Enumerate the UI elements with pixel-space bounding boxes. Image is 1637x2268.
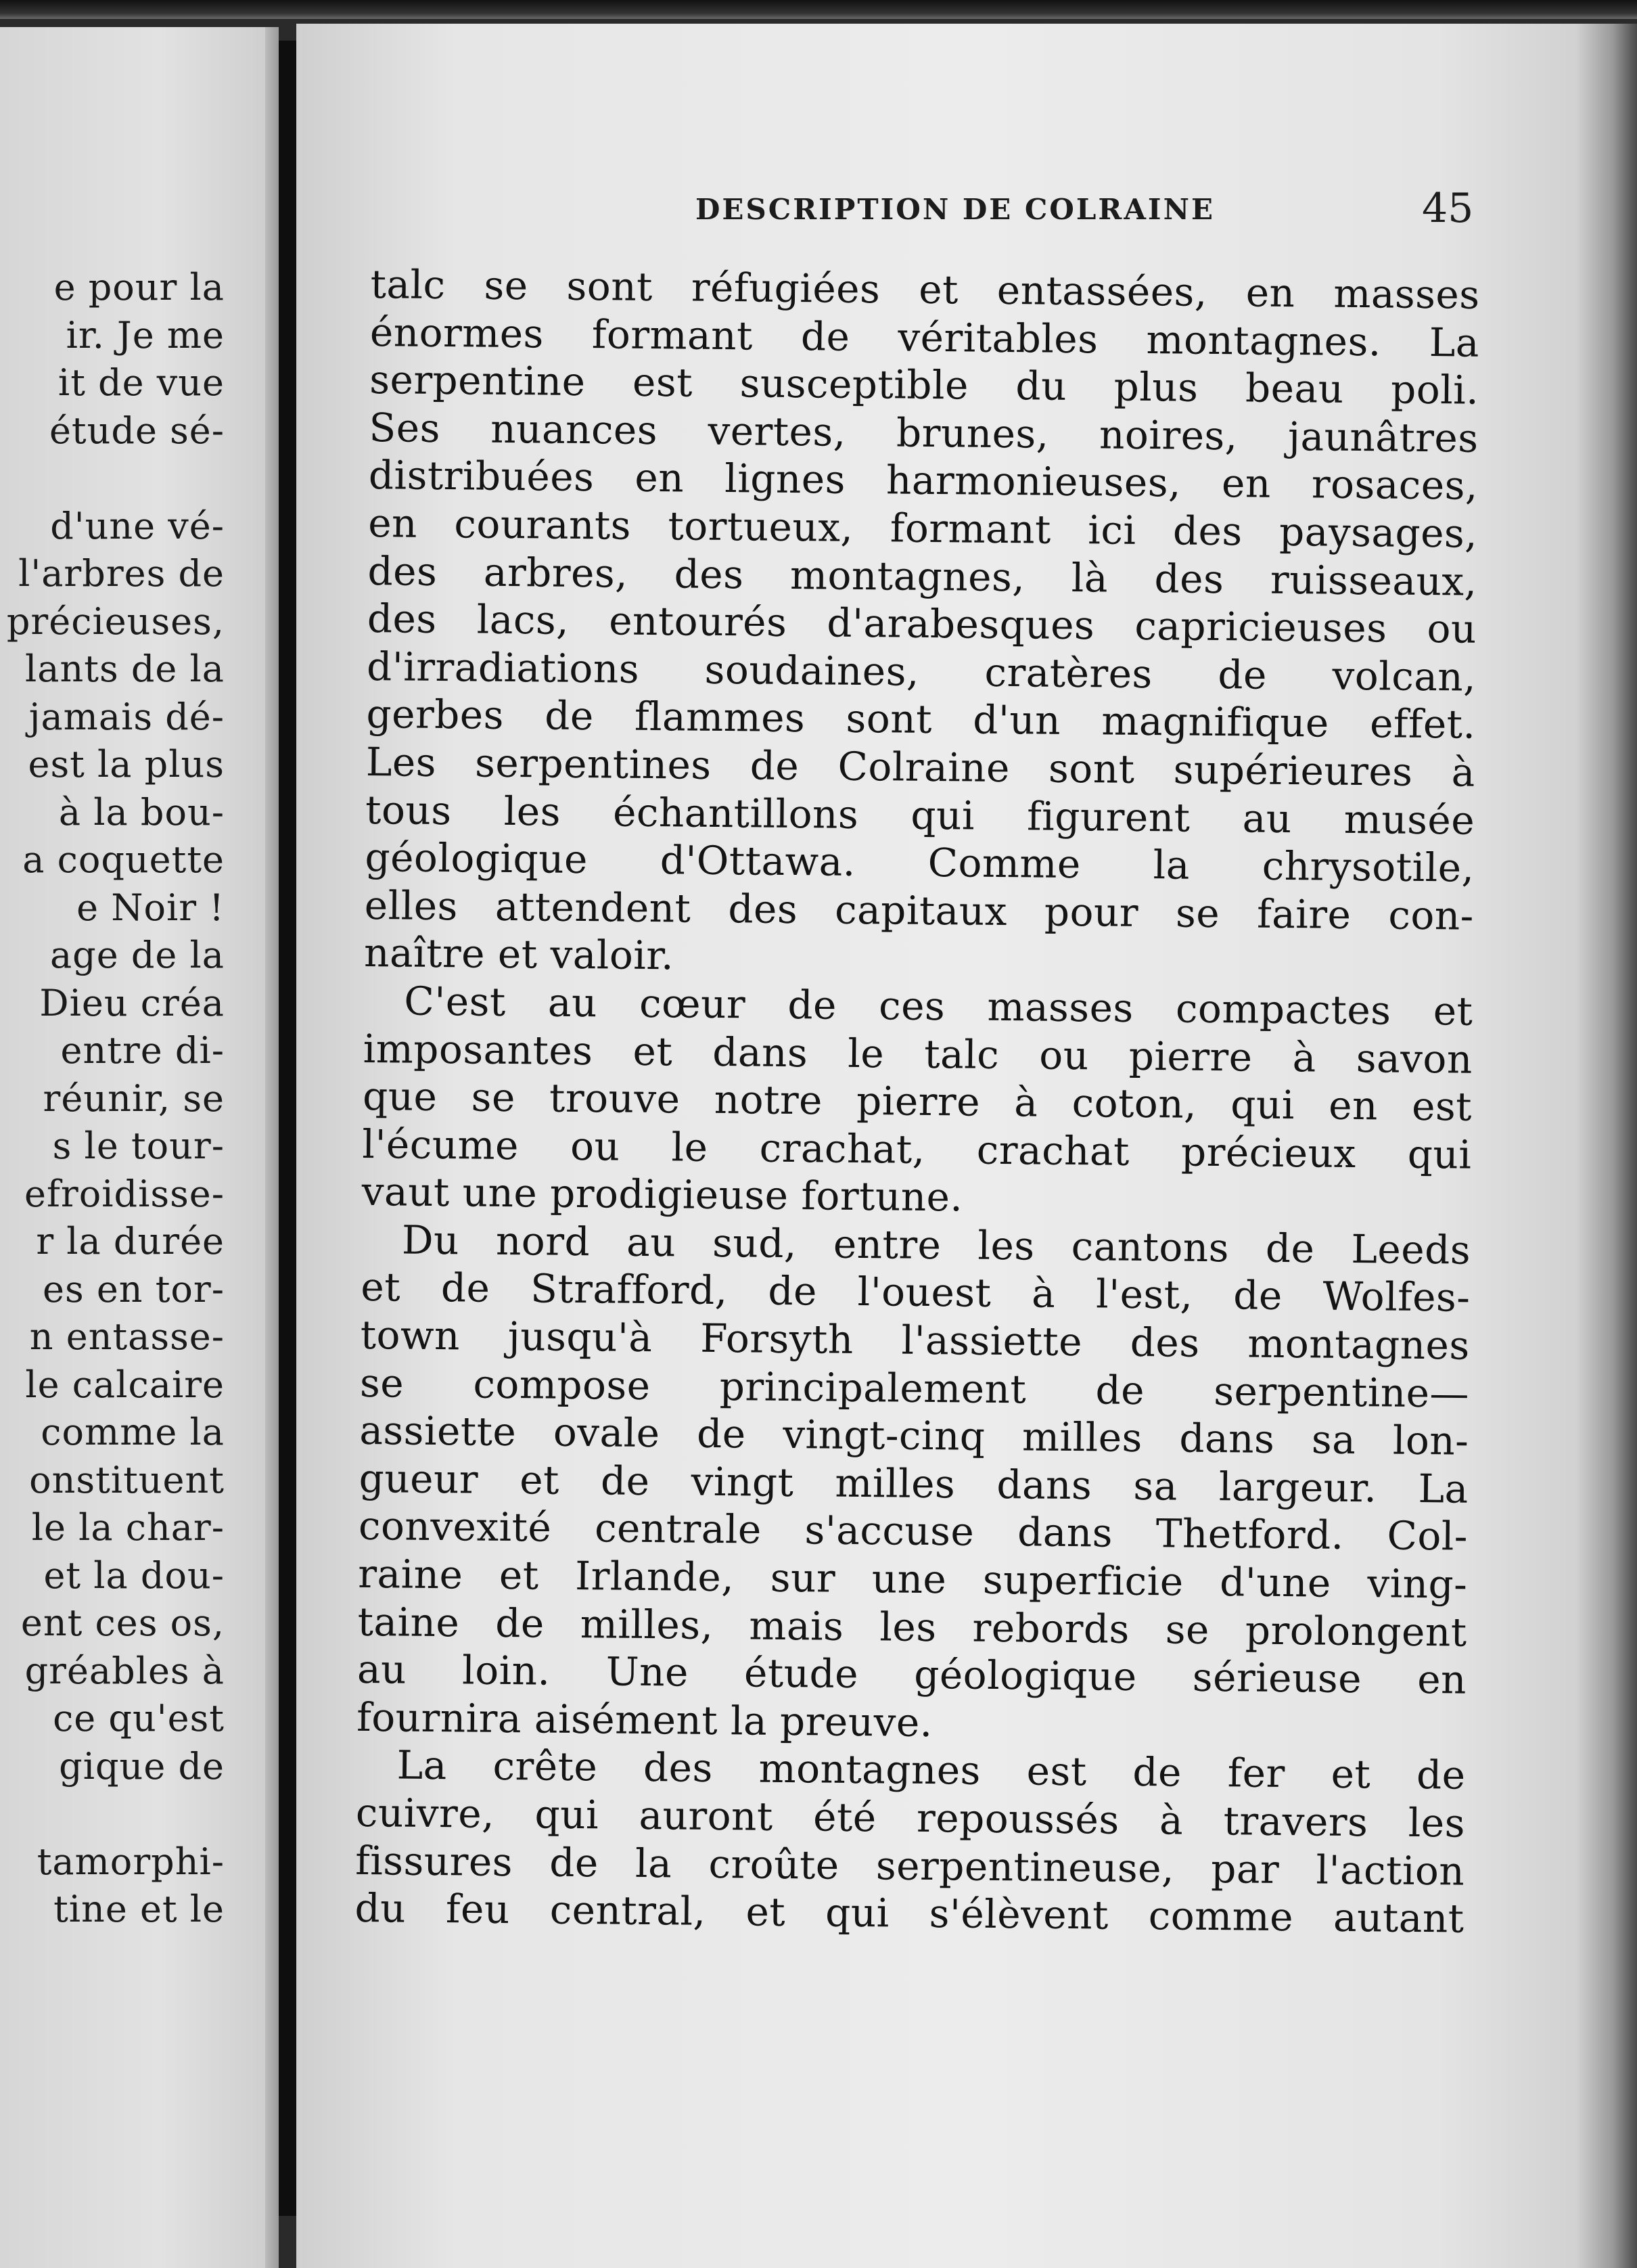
left-page-line: tamorphi- bbox=[37, 1840, 225, 1883]
text-line: que se trouve notre pierre à coton, qui en est bbox=[362, 1073, 1473, 1130]
text-line: d'irradiations soudaines, cratères de volcan, bbox=[366, 643, 1477, 700]
left-page-line: ce qu'est bbox=[53, 1697, 225, 1740]
left-page-line: e pour la bbox=[53, 266, 225, 309]
left-page-line: a coquette bbox=[22, 838, 225, 881]
text-line: l'écume ou le crachat, crachat précieux qui bbox=[362, 1120, 1472, 1178]
text-line: des lacs, entourés d'arabesques capricieuses ou bbox=[367, 595, 1477, 652]
left-page-line bbox=[0, 1790, 225, 1838]
left-page-line: ent ces os, bbox=[20, 1602, 225, 1644]
text-line: town jusqu'à Forsyth l'assiette des montagnes bbox=[360, 1311, 1471, 1369]
left-page-line: efroidisse- bbox=[24, 1172, 225, 1215]
paragraph-first-line: Du nord au sud, entre les cantons de Leeds bbox=[401, 1217, 1471, 1273]
left-page-line: n entasse- bbox=[29, 1315, 225, 1358]
text-line: géologique d'Ottawa. Comme la chrysotile, bbox=[365, 834, 1475, 891]
text-line: convexité centrale s'accuse dans Thetford. Col- bbox=[358, 1503, 1469, 1560]
left-page-line: it de vue bbox=[57, 361, 225, 404]
text-line: gueur et de vingt milles dans sa largeur. La bbox=[359, 1455, 1469, 1512]
text-line: Les serpentines de Colraine sont supérieures à bbox=[365, 738, 1476, 796]
left-page-line: e Noir ! bbox=[76, 886, 225, 929]
text-line: serpentine est susceptible du plus beau poli. bbox=[369, 357, 1479, 413]
paragraph-first-line: La crête des montagnes est de fer et de bbox=[396, 1742, 1466, 1799]
text-line: gerbes de flammes sont d'un magnifique effet. bbox=[366, 691, 1476, 748]
left-page-line: étude sé- bbox=[49, 409, 225, 452]
page-number: 45 bbox=[1422, 185, 1474, 232]
left-page-line: s le tour- bbox=[52, 1125, 225, 1167]
left-page-line: onstituent bbox=[29, 1458, 225, 1501]
running-head: DESCRIPTION DE COLRAINE bbox=[695, 193, 1215, 226]
spine-rule bbox=[279, 41, 296, 2216]
left-page-line: d'une vé- bbox=[50, 504, 225, 547]
text-line: des arbres, des montagnes, là des ruisseaux, bbox=[367, 547, 1477, 605]
left-page-line: et la dou- bbox=[43, 1553, 225, 1597]
text-line: du feu central, et qui s'élèvent comme autant bbox=[354, 1885, 1465, 1942]
body-text bbox=[354, 260, 1480, 1943]
text-line: tous les échantillons qui figurent au musée bbox=[365, 786, 1475, 844]
text-line: distribuées en lignes harmonieuses, en rosaces, bbox=[368, 452, 1479, 509]
text-line: et de Strafford, de l'ouest à l'est, de Wolfes- bbox=[361, 1264, 1471, 1321]
text-line: taine de milles, mais les rebords se prolongent bbox=[357, 1598, 1467, 1656]
left-page-line: age de la bbox=[49, 934, 225, 976]
text-line: fissures de la croûte serpentineuse, par l'action bbox=[354, 1837, 1465, 1895]
text-line: au loin. Une étude géologique sérieuse en bbox=[356, 1646, 1467, 1703]
left-page-line: précieuses, bbox=[6, 599, 225, 643]
spine-gutter bbox=[265, 27, 279, 2268]
left-page-line: lants de la bbox=[25, 648, 225, 690]
paragraph-last-line: naître et valoir. bbox=[363, 930, 674, 979]
text-line: cuivre, qui auront été repoussés à travers les bbox=[355, 1789, 1466, 1846]
left-page-line: entre di- bbox=[60, 1029, 225, 1072]
paragraph-last-line: vaut une prodigieuse fortune. bbox=[361, 1169, 963, 1221]
text-line: assiette ovale de vingt-cinq milles dans sa lon- bbox=[359, 1407, 1469, 1464]
left-page-line: comme la bbox=[41, 1411, 225, 1453]
left-page-line: jamais dé- bbox=[28, 695, 225, 738]
left-page-line: le calcaire bbox=[25, 1363, 225, 1406]
left-page-line: r la durée bbox=[36, 1220, 225, 1263]
text-line: talc se sont réfugiées et entassées, en masses bbox=[370, 260, 1480, 318]
previous-page-fragment bbox=[0, 27, 265, 2268]
left-page-line: es en tor- bbox=[42, 1267, 225, 1311]
left-page-line: l'arbres de bbox=[18, 552, 225, 595]
left-page-line bbox=[0, 455, 225, 503]
text-line: se compose principalement de serpentine— bbox=[359, 1359, 1470, 1417]
paragraph-last-line: fournira aisément la preuve. bbox=[356, 1694, 933, 1746]
paragraph-first-line: C'est au cœur de ces masses compactes et bbox=[404, 978, 1473, 1035]
left-page-line: gique de bbox=[59, 1744, 225, 1788]
left-page-line: gréables à bbox=[24, 1649, 225, 1692]
text-line: en courants tortueux, formant ici des paysages, bbox=[367, 499, 1478, 557]
book-top-edge bbox=[0, 0, 1637, 19]
previous-page-text bbox=[0, 264, 225, 1934]
text-line: Ses nuances vertes, brunes, noires, jaunâtres bbox=[369, 404, 1479, 461]
text-line: imposantes et dans le talc ou pierre à savon bbox=[363, 1025, 1473, 1083]
text-line: elles attendent des capitaux pour se faire con- bbox=[364, 882, 1475, 939]
left-page-line: Dieu créa bbox=[39, 981, 225, 1024]
text-line: énormes formant de véritables montagnes. La bbox=[369, 309, 1480, 366]
left-page-line: réunir, se bbox=[43, 1076, 225, 1120]
left-page-line: tine et le bbox=[53, 1888, 225, 1930]
left-page-line: est la plus bbox=[28, 743, 225, 786]
text-line: raine et Irlande, sur une superficie d'une ving- bbox=[358, 1550, 1468, 1608]
left-page-line: le la char- bbox=[31, 1506, 225, 1549]
page-edge-shadow bbox=[1576, 24, 1637, 2268]
left-page-line: à la bou- bbox=[58, 790, 225, 834]
page-45 bbox=[296, 24, 1637, 2268]
left-page-line: ir. Je me bbox=[66, 313, 225, 357]
